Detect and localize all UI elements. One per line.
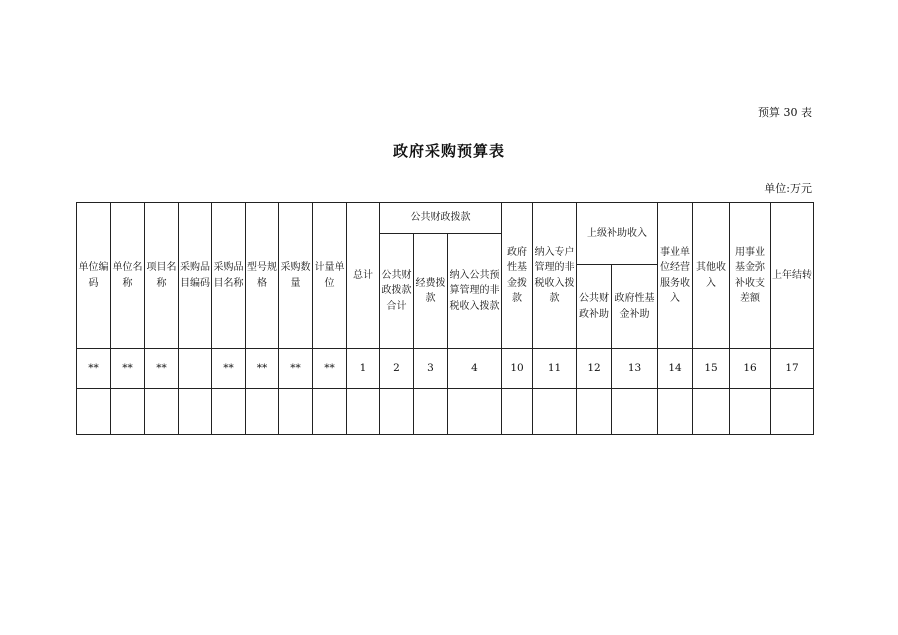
table-row — [77, 389, 814, 435]
data-cell — [111, 389, 145, 435]
header-unit-name: 单位名称 — [111, 203, 145, 349]
data-cell — [577, 389, 612, 435]
header-total: 总计 — [347, 203, 380, 349]
data-cell — [730, 389, 771, 435]
header-spec: 型号规格 — [246, 203, 279, 349]
column-code-row — [77, 349, 814, 389]
code-cell: 1 — [347, 349, 380, 389]
unit-label: 单位:万元 — [764, 182, 812, 195]
header-other-income: 其他收入 — [693, 203, 730, 349]
header-superior-gov-fund: 政府性基金补助 — [612, 265, 658, 349]
data-cell — [77, 389, 111, 435]
data-cell — [313, 389, 347, 435]
data-cell — [533, 389, 577, 435]
code-cell: 2 — [380, 349, 414, 389]
data-cell — [279, 389, 313, 435]
data-cell — [502, 389, 533, 435]
header-non-tax-special: 纳入专户管理的非税收入拨款 — [533, 203, 577, 349]
code-cell: 10 — [502, 349, 533, 389]
data-cell — [771, 389, 814, 435]
header-public-fiscal-total: 公共财政拨款合计 — [380, 234, 414, 349]
header-quantity: 采购数量 — [279, 203, 313, 349]
data-cell — [145, 389, 179, 435]
header-fund-make-up: 用事业基金弥补收支差额 — [730, 203, 771, 349]
code-cell: 11 — [533, 349, 577, 389]
data-cell — [448, 389, 502, 435]
code-cell: ** — [77, 349, 111, 389]
code-cell: ** — [212, 349, 246, 389]
data-cell — [658, 389, 693, 435]
code-cell: ** — [313, 349, 347, 389]
code-cell: 17 — [771, 349, 814, 389]
code-cell — [179, 349, 212, 389]
header-unit-code: 单位编码 — [77, 203, 111, 349]
form-number: 预算 30 表 — [758, 106, 812, 119]
header-carry-over: 上年结转 — [771, 203, 814, 349]
header-item-code: 采购品目编码 — [179, 203, 212, 349]
header-superior-public-fiscal: 公共财政补助 — [577, 265, 612, 349]
code-cell: 13 — [612, 349, 658, 389]
header-non-tax-public: 纳入公共预算管理的非税收入拨款 — [448, 234, 502, 349]
header-service-income: 事业单位经营服务收入 — [658, 203, 693, 349]
header-gov-fund: 政府性基金拨款 — [502, 203, 533, 349]
code-cell: ** — [246, 349, 279, 389]
header-project-name: 项目名称 — [145, 203, 179, 349]
data-cell — [179, 389, 212, 435]
code-cell: ** — [111, 349, 145, 389]
budget-table — [76, 202, 814, 435]
data-cell — [380, 389, 414, 435]
page-title: 政府采购预算表 — [392, 142, 505, 160]
data-cell — [414, 389, 448, 435]
data-cell — [212, 389, 246, 435]
data-cell — [246, 389, 279, 435]
header-superior-group: 上级补助收入 — [577, 203, 658, 265]
data-cell — [612, 389, 658, 435]
code-cell: 16 — [730, 349, 771, 389]
code-cell: 12 — [577, 349, 612, 389]
code-cell: ** — [279, 349, 313, 389]
data-cell — [693, 389, 730, 435]
header-measure-unit: 计量单位 — [313, 203, 347, 349]
header-expense-fund: 经费拨款 — [414, 234, 448, 349]
header-item-name: 采购品目名称 — [212, 203, 246, 349]
code-cell: 15 — [693, 349, 730, 389]
code-cell: ** — [145, 349, 179, 389]
code-cell: 4 — [448, 349, 502, 389]
code-cell: 14 — [658, 349, 693, 389]
header-public-fiscal-group: 公共财政拨款 — [380, 203, 502, 234]
code-cell: 3 — [414, 349, 448, 389]
data-cell — [347, 389, 380, 435]
